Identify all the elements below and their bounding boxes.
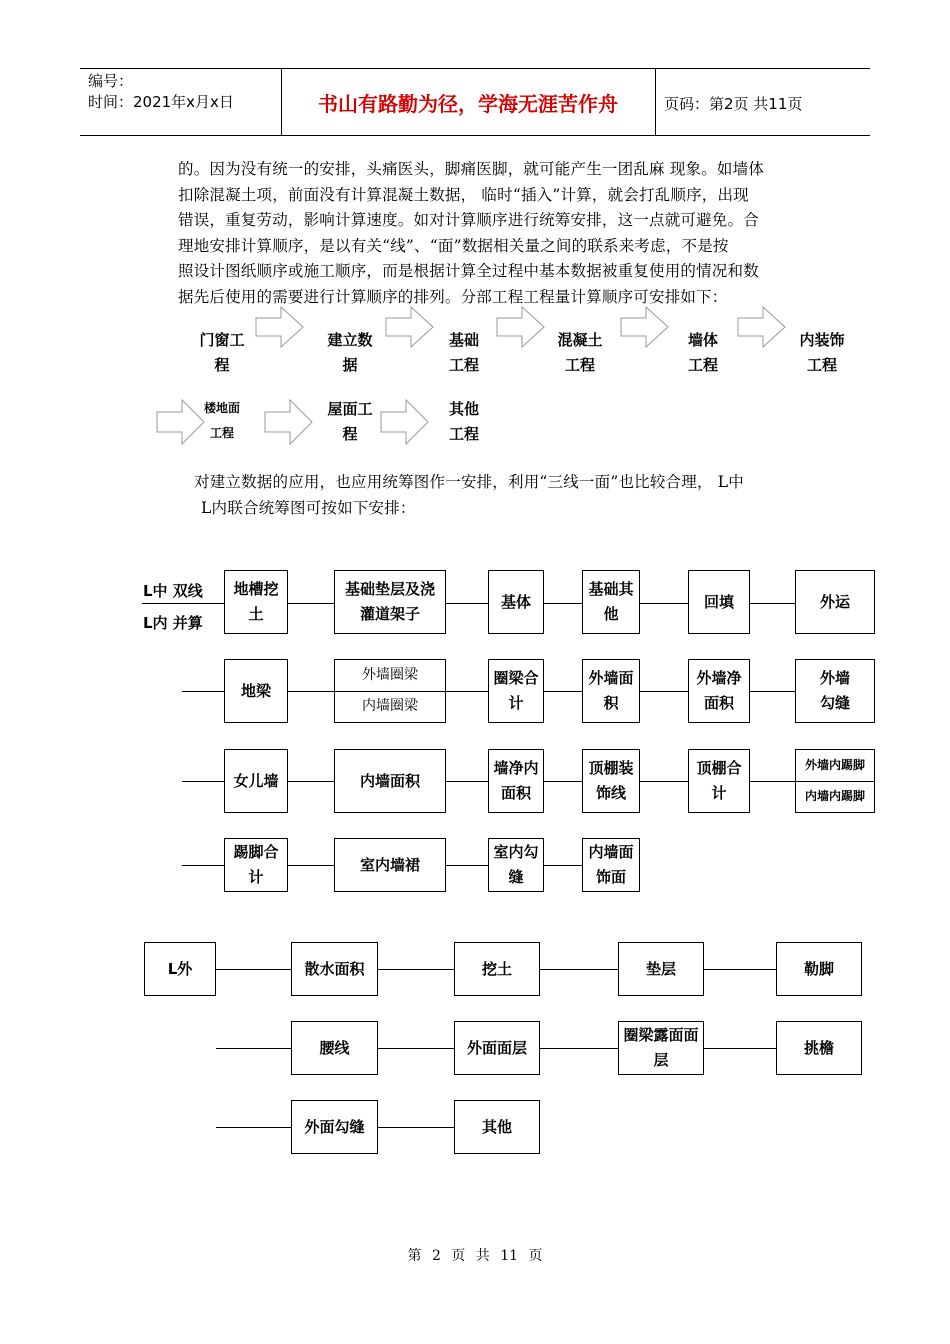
- connector-line: [142, 603, 214, 604]
- header-motto: 书山有路勤为径，学海无涯苦作舟: [318, 92, 618, 116]
- connector-line: [750, 691, 795, 692]
- connector-line: [540, 969, 618, 970]
- flow-arrow-icon: [380, 399, 430, 445]
- document-date: 时间：2021年x月x日: [88, 93, 234, 111]
- node-skirting-total: 踢脚合 计: [224, 838, 288, 892]
- connector-line: [288, 865, 334, 866]
- node-backfill: 回填: [688, 570, 750, 634]
- node-ring-beams: [334, 659, 446, 723]
- connector-line: [182, 691, 224, 692]
- document-number-label: 编号：: [88, 72, 134, 90]
- connector-line: [750, 603, 795, 604]
- flow-step-foundation: 基础 工程: [448, 331, 479, 374]
- connector-line: [446, 781, 488, 782]
- node-ground-beam: 地梁: [224, 659, 288, 723]
- connector-line: [540, 1048, 618, 1049]
- node-parapet: 女儿墙: [224, 749, 288, 813]
- flow-step-wall: 墙体 工程: [687, 331, 718, 374]
- flow-arrow-icon: [620, 306, 670, 348]
- connector-line: [378, 1048, 454, 1049]
- node-ring-beam-total: 圈梁合 计: [488, 659, 544, 723]
- flow-arrow-icon: [737, 306, 787, 348]
- page-footer: 第 2 页 共 11 页: [407, 1248, 543, 1264]
- flow-step-build-data: 建立数 据: [327, 331, 373, 374]
- connector-line: [544, 603, 582, 604]
- connector-line: [216, 1127, 291, 1128]
- group1-label-line2: L内 并算: [143, 614, 203, 632]
- connector-line: [750, 781, 795, 782]
- node-outer-wall-area: 外墙面 积: [582, 659, 640, 723]
- connector-line: [216, 1048, 291, 1049]
- paragraph-line: 扣除混凝土项，前面没有计算混凝土数据， 临时“插入”计算，就会打乱顺序，出现: [178, 186, 749, 204]
- connector-line: [446, 691, 488, 692]
- connector-line: [378, 1127, 454, 1128]
- connector-line: [640, 691, 688, 692]
- connector-line: [704, 969, 776, 970]
- connector-line: [288, 691, 334, 692]
- connector-line: [214, 603, 224, 604]
- flow-arrow-icon: [255, 306, 305, 348]
- node-cushion-layer: 垫层: [618, 942, 704, 996]
- group1-label-line1: L中 双线: [143, 582, 203, 600]
- paragraph-line: 据先后使用的需要进行计算顺序的排列。分部工程工程量计算顺序可安排如下：: [178, 288, 728, 306]
- node-eaves: 挑檐: [776, 1021, 862, 1075]
- node-outer-ring-beam: 外墙圈梁: [335, 660, 445, 692]
- connector-line: [640, 603, 688, 604]
- connector-line: [288, 781, 334, 782]
- flow-arrow-icon: [264, 399, 314, 445]
- flow-step-floor: 楼地面 工程: [203, 401, 240, 440]
- connector-line: [288, 603, 334, 604]
- node-exposed-ring-beam: 圈梁露面面 层: [618, 1021, 704, 1075]
- flow-step-roof: 屋面工 程: [327, 400, 373, 443]
- node-skirting-split: [795, 749, 875, 813]
- connector-line: [446, 603, 488, 604]
- paragraph-line: 照设计图纸顺序或施工顺序，而是根据计算全过程中基本数据被重复使用的情况和数: [178, 262, 759, 280]
- flow-step-concrete: 混凝土 工程: [557, 331, 603, 374]
- flow-arrow-icon: [385, 306, 435, 348]
- paragraph-line: 理地安排计算顺序，是以有关“线”、“面”数据相关量之间的联系来考虑，不是按: [178, 237, 729, 255]
- connector-line: [704, 1048, 776, 1049]
- paragraph-line: 的。因为没有统一的安排，头痛医头，脚痛医脚，就可能产生一团乱麻 现象。如墙体: [178, 160, 765, 178]
- flow-step-interior: 内装饰 工程: [799, 331, 845, 374]
- node-inner-wall-net-area: 墙净内 面积: [488, 749, 544, 813]
- node-trench-excavation: 地槽挖 土: [224, 570, 288, 634]
- node-outer-wall-net-area: 外墙净 面积: [688, 659, 750, 723]
- node-ceiling-total: 顶棚合 计: [688, 749, 750, 813]
- connector-line: [544, 781, 582, 782]
- connector-line: [216, 969, 291, 970]
- header-divider-right: [655, 68, 656, 136]
- node-inner-wall-skirting: 内墙内踢脚: [804, 789, 865, 804]
- node-waistline: 腰线: [291, 1021, 378, 1075]
- paragraph-line: 错误，重复劳动，影响计算速度。如对计算顺序进行统筹安排，这一点就可避免。合: [178, 211, 759, 229]
- connector-line: [446, 865, 488, 866]
- node-apron-area: 散水面积: [291, 942, 378, 996]
- header-bottom-rule: [80, 135, 870, 136]
- node-base-body: 基体: [488, 570, 544, 634]
- flow-step-doors-windows: 门窗工 程: [199, 331, 245, 374]
- connector-line: [182, 865, 224, 866]
- node-foundation-other: 基础其 他: [582, 570, 640, 634]
- connector-line: [640, 781, 688, 782]
- node-plinth: 勒脚: [776, 942, 862, 996]
- node-excavation: 挖土: [454, 942, 540, 996]
- node-inner-wall-area: 内墙面积: [334, 749, 446, 813]
- node-dado: 室内墙裙: [334, 838, 446, 892]
- node-inner-ring-beam: 内墙圈梁: [362, 698, 418, 715]
- node-ceiling-trim: 顶棚装 饰线: [582, 749, 640, 813]
- node-haul-away: 外运: [795, 570, 875, 634]
- header-top-rule: [80, 68, 870, 69]
- node-foundation-cushion: 基础垫层及浇 灌道架子: [334, 570, 446, 634]
- connector-line: [544, 865, 582, 866]
- node-exterior-surface: 外面面层: [454, 1021, 540, 1075]
- connector-line: [182, 781, 224, 782]
- connector-line: [544, 691, 582, 692]
- node-l-outer: L外: [144, 942, 216, 996]
- node-outer-wall-skirting: 外墙内踢脚: [796, 750, 874, 782]
- intro-line: L内联合统筹图可按如下安排：: [201, 499, 416, 517]
- flow-step-other: 其他 工程: [448, 400, 479, 443]
- node-indoor-pointing: 室内勾 缝: [488, 838, 544, 892]
- node-other: 其他: [454, 1100, 540, 1154]
- connector-line: [378, 969, 454, 970]
- flow-arrow-icon: [496, 306, 546, 348]
- intro-line: 对建立数据的应用，也应用统筹图作一安排，利用“三线一面”也比较合理， L中: [194, 473, 744, 491]
- page-indicator: 页码：第2页 共11页: [664, 95, 803, 113]
- node-inner-wall-finish: 内墙面 饰面: [582, 838, 640, 892]
- node-exterior-pointing: 外面勾缝: [291, 1100, 378, 1154]
- node-outer-wall-pointing: 外墙 勾缝: [795, 659, 875, 723]
- header-divider-left: [281, 68, 282, 136]
